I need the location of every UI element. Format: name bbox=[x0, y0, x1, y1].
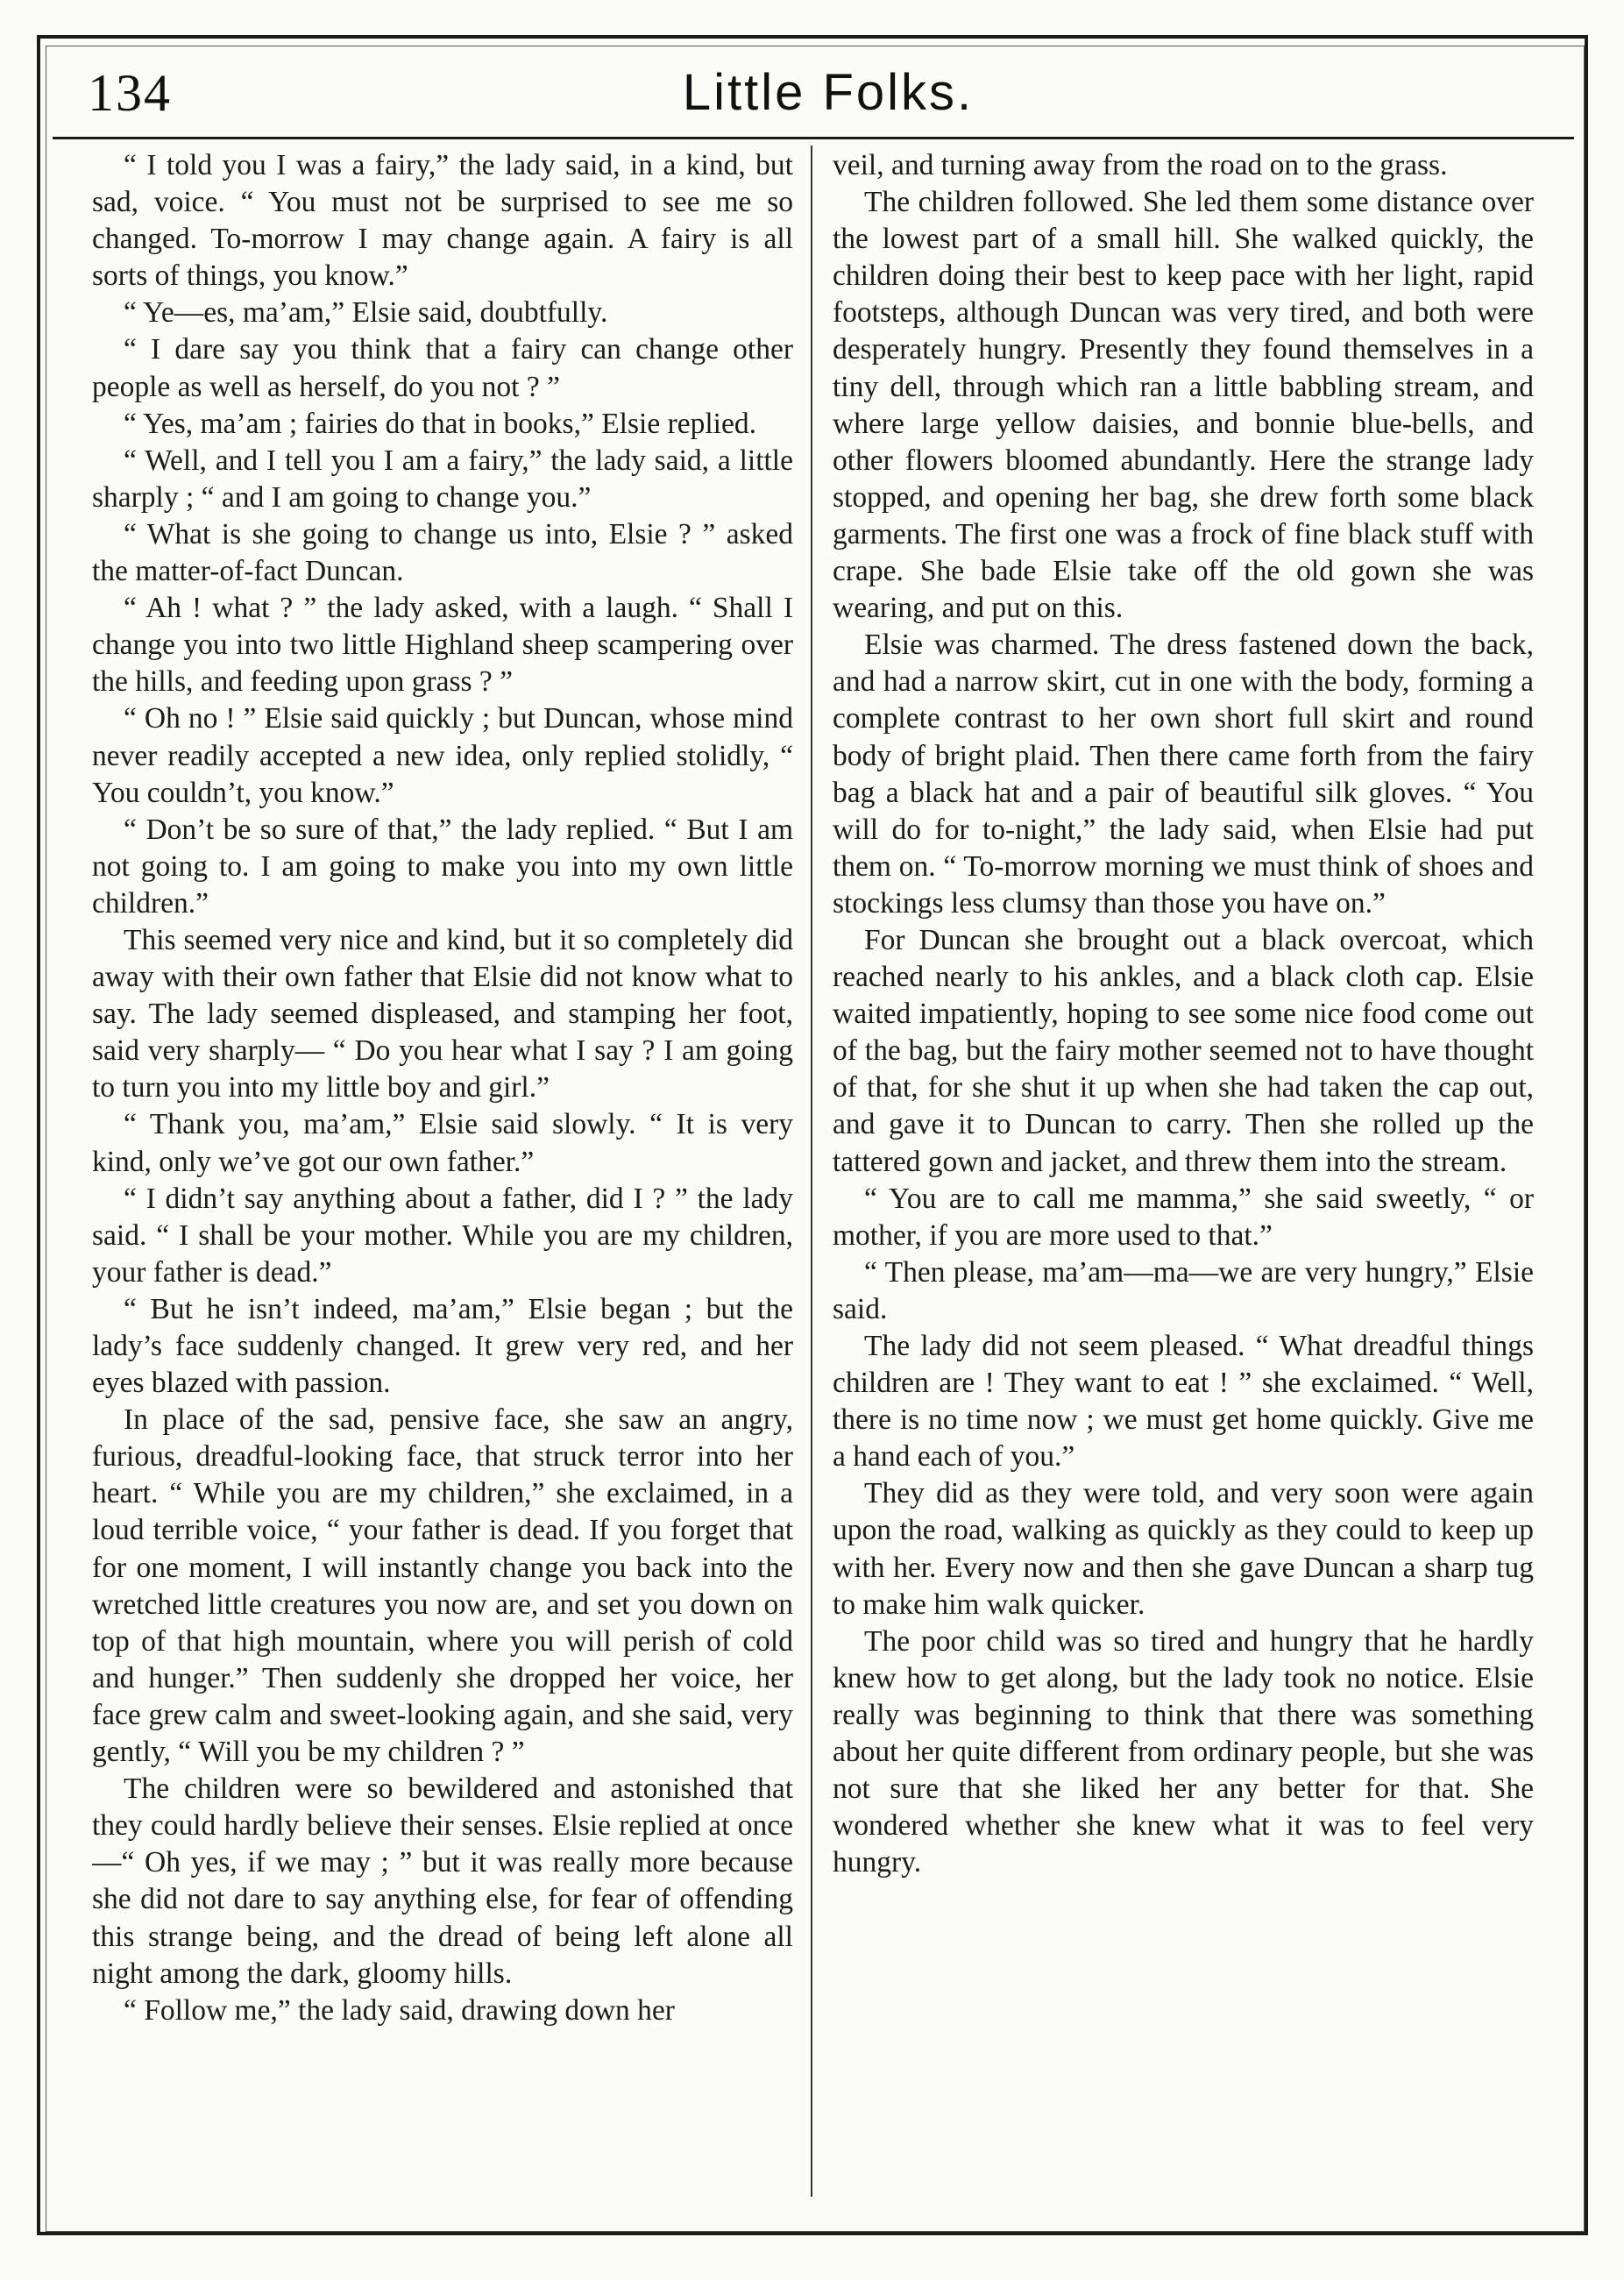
page-number: 134 bbox=[88, 64, 172, 122]
paragraph: “ Yes, ma’am ; fairies do that in books,” Elsie replied. bbox=[124, 407, 756, 440]
paragraph: “ Don’t be so sure of that,” the lady replied. “ But I am not going to. I am going to make you into my own little children.” bbox=[92, 813, 793, 920]
paragraph: They did as they were told, and very soon were again upon the road, walking as quickly as they could to keep up with her. Every now and then she gave Duncan a sharp tug to make him walk quicker. bbox=[833, 1477, 1534, 1621]
paragraph: “ Follow me,” the lady said, drawing down her bbox=[124, 1993, 675, 2027]
right-column bbox=[833, 147, 1534, 2195]
paragraph: “ What is she going to change us into, Elsie ? ” asked the matter-of-fact Duncan. bbox=[92, 517, 793, 588]
paragraph: “ Oh no ! ” Elsie said quickly ; but Duncan, whose mind never readily accepted a new idea, only replied stolidly, “ You couldn’t, you know.” bbox=[92, 702, 793, 809]
paragraph: “ I told you I was a fairy,” the lady said, in a kind, but sad, voice. “ You must not be surprised to see me so changed. To-morrow I may change again. A fairy is all sorts of things, you know.” bbox=[92, 149, 793, 293]
paragraph: “ Ah ! what ? ” the lady asked, with a laugh. “ Shall I change you into two little Highland sheep scampering over the hills, and feeding upon grass ? ” bbox=[92, 592, 793, 699]
paragraph: “ I didn’t say anything about a father, did I ? ” the lady said. “ I shall be your mother. While you are my children, your father is dead.” bbox=[92, 1182, 793, 1289]
paragraph: “ Well, and I tell you I am a fairy,” the lady said, a little sharply ; “ and I am going to change you.” bbox=[92, 444, 793, 514]
paragraph: “ I dare say you think that a fairy can change other people as well as herself, do you not ? ” bbox=[92, 333, 793, 403]
paragraph: “ You are to call me mamma,” she said sweetly, “ or mother, if you are more used to that.” bbox=[833, 1182, 1534, 1252]
paragraph: The lady did not seem pleased. “ What dreadful things children are ! They want to eat ! ” she exclaimed. “ Well, there is no time now ; we must get home quickly. Give me a hand each of you.” bbox=[833, 1330, 1534, 1474]
column-divider bbox=[811, 146, 812, 2197]
paragraph: “ But he isn’t indeed, ma’am,” Elsie began ; but the lady’s face suddenly changed. It grew very red, and her eyes blazed with passion. bbox=[92, 1292, 793, 1400]
paragraph: For Duncan she brought out a black overcoat, which reached nearly to his ankles, and a black cloth cap. Elsie waited impatiently, hoping to see some nice food come out of the bag, but the fairy mother seemed not to have thought of that, for she shut it up when she had taken the cap out, and gave it to Duncan to carry. Then she rolled up the tattered gown and jacket, and threw them into the stream. bbox=[833, 923, 1534, 1178]
paragraph: The children were so bewildered and astonished that they could hardly believe their senses. Elsie replied at once—“ Oh yes, if we may ; ” but it was really more because she did not dare to say anything else, for fear of offending this strange being, and the dread of being left alone all night among the dark, gloomy hills. bbox=[92, 1772, 793, 1990]
paragraph: “ Ye—es, ma’am,” Elsie said, doubtfully. bbox=[124, 296, 608, 330]
continued-paragraph: veil, and turning away from the road on to the grass. bbox=[833, 149, 1448, 181]
paragraph: In place of the sad, pensive face, she saw an angry, furious, dreadful-looking face, that struck terror into her heart. “ While you are my children,” she exclaimed, in a loud terrible voice, “ your father is dead. If you forget that for one moment, I will instantly change you back into the wretched little creatures you now are, and set you down on top of that high mountain, where you will perish of cold and hunger.” Then suddenly she dropped her voice, her face grew calm and sweet-looking again, and she said, very gently, “ Will you be my children ? ” bbox=[92, 1403, 793, 1769]
header-rule bbox=[53, 137, 1574, 139]
paragraph: The poor child was so tired and hungry that he hardly knew how to get along, but the lady took no notice. Elsie really was beginning to think that there was something about her quite different from ordinary people, but she was not sure that she liked her any better for that. She wondered whether she knew what it was to feel very hungry. bbox=[833, 1624, 1534, 1879]
page-header bbox=[88, 58, 1569, 146]
running-title: Little Folks. bbox=[682, 64, 975, 121]
paragraph: This seemed very nice and kind, but it so completely did away with their own father that Elsie did not know what to say. The lady seemed displeased, and stamping her foot, said very sharply— “ Do you hear what I say ? I am going to turn you into my little boy and girl.” bbox=[92, 923, 793, 1104]
paragraph: “ Then please, ma’am—ma—we are very hungry,” Elsie said. bbox=[833, 1255, 1534, 1325]
paragraph: “ Thank you, ma’am,” Elsie said slowly. “ It is very kind, only we’ve got our own father.” bbox=[92, 1108, 793, 1178]
paragraph: The children followed. She led them some distance over the lowest part of a small hill. She walked quickly, the children doing their best to keep pace with her light, rapid footsteps, although Duncan was very tired, and both were desperately hungry. Presently they found themselves in a tiny dell, through which ran a little babbling stream, and where large yellow daisies, and bonnie blue-bells, and other flowers bloomed abundantly. Here the strange lady stopped, and opening her bag, she drew forth some black garments. The first one was a frock of fine black stuff with crape. She bade Elsie take off the old gown she was wearing, and put on this. bbox=[833, 186, 1534, 625]
left-column bbox=[92, 147, 793, 2195]
paragraph: Elsie was charmed. The dress fastened down the back, and had a narrow skirt, cut in one with the body, forming a complete contrast to her own short full skirt and round body of bright plaid. Then there came forth from the fairy bag a black hat and a pair of beautiful silk gloves. “ You will do for to-night,” the lady said, when Elsie had put them on. “ To-morrow morning we must think of shoes and stockings less clumsy than those you have on.” bbox=[833, 629, 1534, 920]
